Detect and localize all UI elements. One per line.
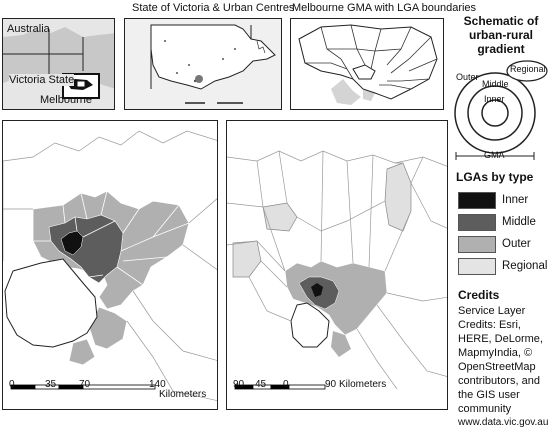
ring-label-outer: Outer [456, 72, 479, 82]
legend-swatch-outer [458, 236, 496, 253]
credits-line-4: MapmyIndia, © [458, 347, 533, 359]
victoria-region-lga-map [226, 120, 448, 410]
legend-label-regional: Regional [502, 260, 548, 272]
legend-label-outer: Outer [502, 238, 531, 250]
credits-title: Credits [458, 288, 500, 302]
schematic-title [455, 14, 547, 56]
legend-label-inner: Inner [502, 194, 529, 206]
credits-line-5: OpenStreetMap [458, 361, 536, 373]
victoria-region-lga-map-graphic [227, 121, 448, 410]
australia-inset-map [2, 18, 115, 110]
scalebar-right-tick-2: 0 [283, 379, 289, 390]
scalebar-left-tick-2: 70 [79, 379, 91, 390]
legend-swatch-regional [458, 258, 496, 275]
credits-text [458, 304, 548, 430]
schematic-title-line-1: Schematic of [463, 14, 539, 28]
ring-label-gma: GMA [484, 150, 505, 160]
scalebar-right-unit: Kilometers [339, 379, 387, 390]
ring-label-middle: Middle [482, 79, 509, 89]
melbourne-gma-inset-title: Melbourne GMA with LGA boundaries [292, 2, 477, 14]
credits-line-6: contributors, and [458, 375, 540, 387]
scalebar-right-tick-1: 45 [255, 379, 267, 390]
legend-swatch-inner [458, 192, 496, 209]
credits-line-7: the GIS user [458, 389, 520, 401]
credits-line-2: Credits: Esri, [458, 319, 521, 331]
scalebar-left-unit: Kilometers [159, 389, 207, 400]
ring-label-inner: Inner [484, 94, 505, 104]
victoria-state-callout: Victoria State [9, 74, 75, 86]
credits-line-8: community [458, 403, 512, 415]
australia-title: Australia [7, 23, 50, 35]
scalebar-right [235, 385, 325, 389]
credits-line-1: Service Layer [458, 305, 526, 317]
scalebar-right-tick-3: 90 [325, 379, 337, 390]
scalebar-left-tick-0: 0 [9, 379, 15, 390]
scalebar-right-tick-0: 90 [233, 379, 245, 390]
legend-label-middle: Middle [502, 216, 536, 228]
schematic-title-line-2: urban-rural [468, 28, 533, 42]
legend-title: LGAs by type [456, 170, 534, 184]
melbourne-callout: Melbourne [40, 94, 92, 106]
melbourne-lga-map-graphic [3, 121, 218, 410]
credits-line-3: HERE, DeLorme, [458, 333, 543, 345]
melbourne-lga-map [2, 120, 218, 410]
victoria-inset-title: State of Victoria & Urban Centres [132, 2, 295, 14]
schematic-title-line-3: gradient [477, 42, 525, 56]
ring-label-regional: Regional [510, 64, 546, 74]
legend [456, 170, 550, 270]
scalebar-left-tick-3: 140 [149, 379, 166, 390]
credits-line-9: www.data.vic.gov.au [458, 417, 549, 428]
scalebar-left-tick-1: 35 [45, 379, 57, 390]
melbourne-gma-inset-map [290, 18, 444, 110]
victoria-inset-map [124, 18, 282, 110]
victoria-map-graphic [125, 19, 282, 110]
legend-swatch-middle [458, 214, 496, 231]
melbourne-gma-map-graphic [291, 19, 444, 110]
